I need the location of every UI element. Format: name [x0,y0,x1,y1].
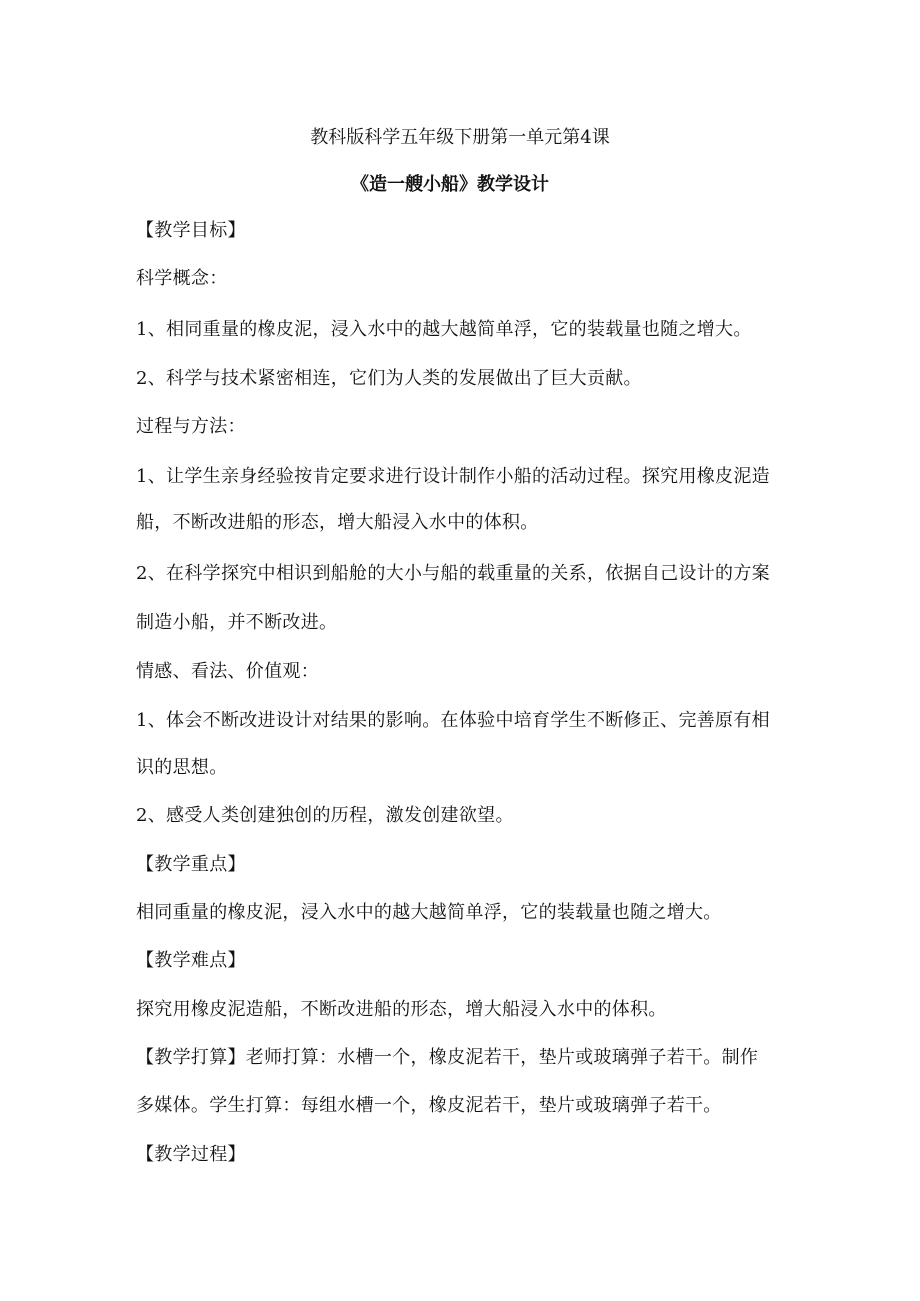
paragraph-line: 船，不断改进船的形态，增大船浸入水中的体积。 [136,512,539,533]
section-heading-process: 【教学过程】 [136,1144,246,1165]
paragraph-line: 1、让学生亲身经验按肯定要求进行设计制作小船的活动过程。探究用橡皮泥造 [136,466,770,487]
paragraph-line: 1、相同重量的橡皮泥，浸入水中的越大越简单浮，它的装载量也随之增大。 [136,319,752,340]
subheading-process-methods: 过程与方法： [136,416,246,437]
document-title-line-2: 《造一艘小船》教学设计 [351,174,549,195]
paragraph-line: 多媒体。学生打算：每组水槽一个，橡皮泥若干，垫片或玻璃弹子若干。 [136,1095,722,1116]
section-heading-difficulties: 【教学难点】 [136,950,246,971]
subheading-emotions-values: 情感、看法、价值观： [136,661,319,682]
section-heading-key-points: 【教学重点】 [136,854,246,875]
paragraph-line: 2、感受人类创建独创的历程，激发创建欲望。 [136,805,514,826]
paragraph-line: 探究用橡皮泥造船，不断改进船的形态，增大船浸入水中的体积。 [136,999,667,1020]
paragraph-line: 相同重量的橡皮泥，浸入水中的越大越简单浮，它的装载量也随之增大。 [136,902,722,923]
subheading-science-concepts: 科学概念： [136,268,228,289]
paragraph-line-preparation: 【教学打算】老师打算：水槽一个，橡皮泥若干，垫片或玻璃弹子若干。制作 [136,1047,759,1068]
paragraph-line: 识的思想。 [136,757,228,778]
paragraph-line: 1、体会不断改进设计对结果的影响。在体验中培育学生不断修正、完善原有相 [136,710,770,731]
paragraph-line: 2、科学与技术紧密相连，它们为人类的发展做出了巨大贡献。 [136,368,642,389]
paragraph-line: 制造小船，并不断改进。 [136,612,338,633]
section-heading-objectives: 【教学目标】 [136,220,246,241]
document-title-line-1: 教科版科学五年级下册第一单元第4课 [310,127,610,148]
paragraph-line: 2、在科学探究中相识到船舱的大小与船的载重量的关系，依据自己设计的方案 [136,563,770,584]
